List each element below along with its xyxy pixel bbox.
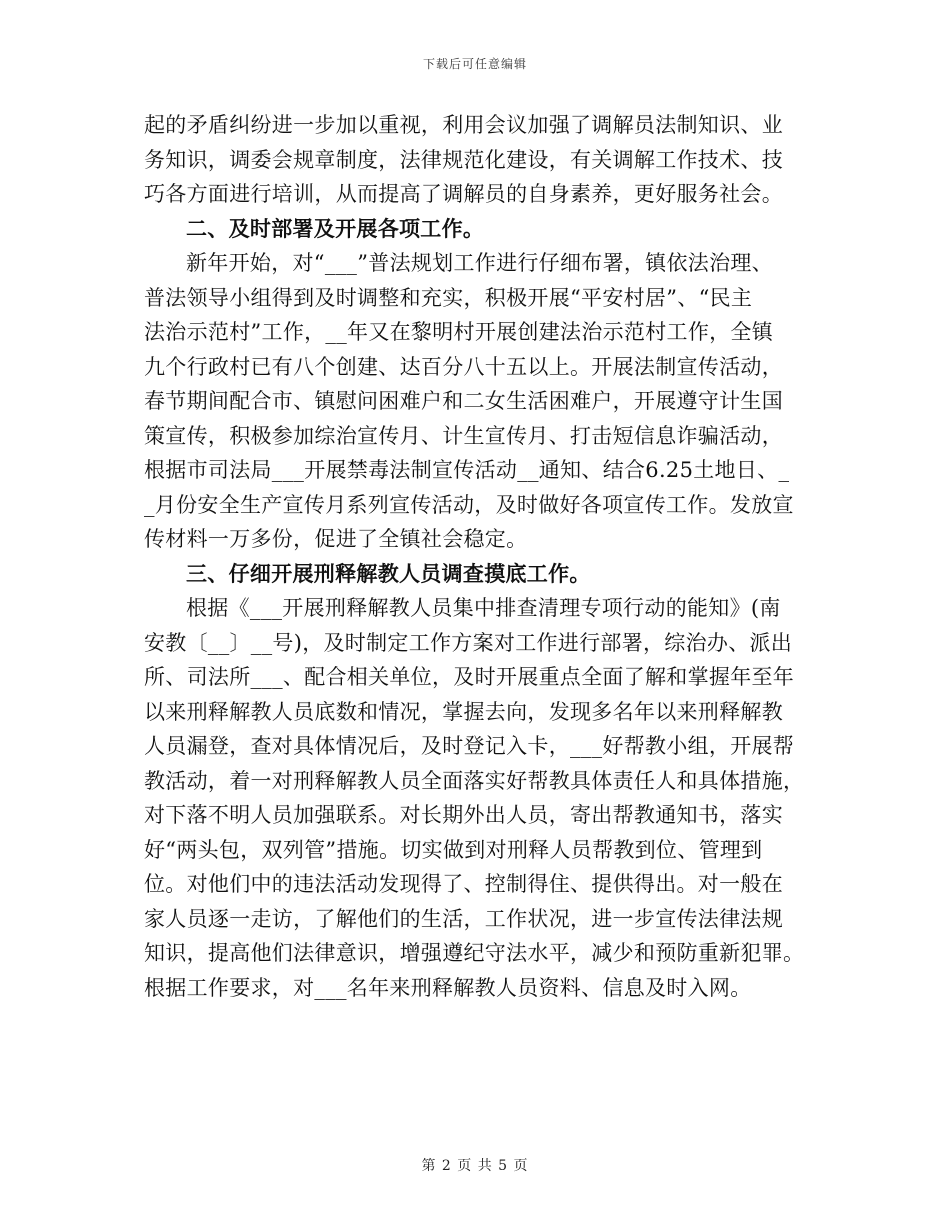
section-heading: 三、仔细开展刑释解教人员调查摸底工作。 <box>186 560 591 586</box>
text-line: 教活动，着一对刑释解教人员全面落实好帮教具体责任人和具体措施， <box>144 768 805 793</box>
text-line: 根据工作要求，对___名年来刑释解教人员资料、信息及时入网。 <box>144 975 752 1000</box>
text-line: 策宣传，积极参加综治宣传月、计生宣传月、打击短信息诈骗活动， <box>144 423 783 448</box>
text-line: 知识，提高他们法律意识，增强遵纪守法水平，减少和预防重新犯罪。 <box>144 941 805 965</box>
text-line: 位。对他们中的违法活动发现得了、控制得住、提供得出。对一般在 <box>144 872 783 896</box>
text-line: 对下落不明人员加强联系。对长期外出人员，寄出帮教通知书，落实 <box>144 803 783 827</box>
text-line: 新年开始，对“___”普法规划工作进行仔细布署，镇依法治理、 <box>186 251 773 275</box>
text-line: 家人员逐一走访，了解他们的生活，工作状况，进一步宣传法律法规 <box>144 906 783 931</box>
header-note: 下载后可任意编辑 <box>422 57 527 71</box>
text-line: 巧各方面进行培训，从而提高了调解员的自身素养，更好服务社会。 <box>144 182 783 206</box>
text-line: 人员漏登，查对具体情况后，及时登记入卡，___好帮教小组，开展帮 <box>144 734 795 758</box>
text-line: 好“两头包，双列管”措施。切实做到对刑释人员帮教到位、管理到 <box>144 837 763 862</box>
text-line: 根据市司法局___开展禁毒法制宣传活动__通知、结合6.25土地日、_ <box>144 458 790 482</box>
text-line: 春节期间配合市、镇慰问困难户和二女生活困难户，开展遵守计生国 <box>144 389 783 413</box>
text-line: 根据《___开展刑释解教人员集中排查清理专项行动的能知》(南 <box>186 596 781 620</box>
text-line: 法治示范村”工作，__年又在黎明村开展创建法治示范村工作，全镇 <box>144 320 774 344</box>
text-line: 普法领导小组得到及时调整和充实，积极开展“平安村居”、“民主 <box>144 285 753 310</box>
section-heading: 二、及时部署及开展各项工作。 <box>186 215 485 241</box>
text-line: 起的矛盾纠纷进一步加以重视，利用会议加强了调解员法制知识、业 <box>144 113 783 137</box>
text-line: _月份安全生产宣传月系列宣传活动，及时做好各项宣传工作。发放宣 <box>144 492 794 517</box>
text-line: 九个行政村已有八个创建、达百分八十五以上。开展法制宣传活动， <box>144 354 783 379</box>
body-text <box>144 108 806 1005</box>
text-line: 务知识，调委会规章制度，法律规范化建设，有关调解工作技术、技 <box>144 147 783 172</box>
text-line: 所、司法所___、配合相关单位，及时开展重点全面了解和掌握年至年 <box>144 665 795 689</box>
page-number: 第 2 页 共 5 页 <box>421 1158 529 1174</box>
text-line: 以来刑释解教人员底数和情况，掌握去向，发现多名年以来刑释解教 <box>144 699 783 724</box>
text-line: 安教〔__〕__号)，及时制定工作方案对工作进行部署，综治办、派出 <box>144 630 793 655</box>
text-line: 传材料一万多份，促进了全镇社会稳定。 <box>144 527 528 551</box>
